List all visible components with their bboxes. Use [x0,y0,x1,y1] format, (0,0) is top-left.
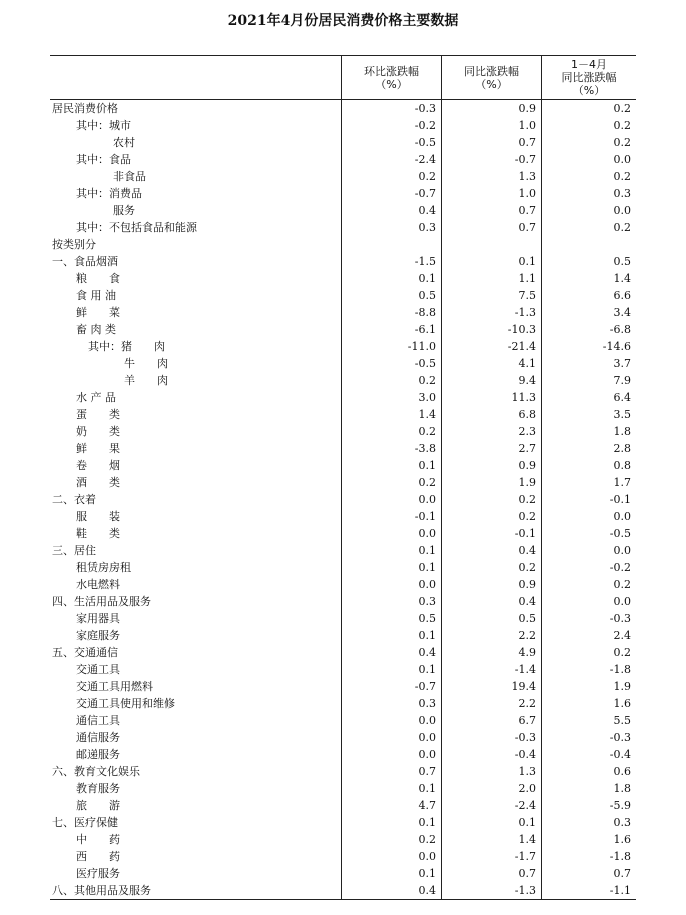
row-yoy-value: 1.0 [441,185,541,202]
table-row [50,678,636,695]
row-yoy-value: 0.2 [441,491,541,508]
row-mom-value: 0.2 [341,831,441,848]
row-label: 其中：不包括食品和能源 [76,221,197,234]
table-row [50,491,636,508]
row-ytd-value: -0.5 [541,525,636,542]
row-label: 医疗服务 [76,867,120,880]
row-ytd-value: -14.6 [541,338,636,355]
table-row [50,865,636,882]
page-title: 2021年4月份居民消费价格主要数据 [227,13,459,29]
row-yoy-value: 0.4 [441,593,541,610]
row-ytd-value: 0.0 [541,508,636,525]
row-label: 居民消费价格 [52,102,118,115]
row-yoy-value: 0.2 [441,559,541,576]
row-mom-value: 0.4 [341,882,441,899]
table-row [50,610,636,627]
table-row [50,882,636,899]
table-row [50,100,636,117]
row-mom-value: 0.1 [341,780,441,797]
row-label: 五、交通通信 [52,646,118,659]
row-yoy-value: 0.7 [441,219,541,236]
row-yoy-value: 0.1 [441,253,541,270]
header-yoy-line1: 同比涨跌幅 [464,64,519,78]
row-label: 服 装 [76,510,120,523]
table-row [50,831,636,848]
table-row [50,746,636,763]
row-label: 食 用 油 [76,289,116,302]
row-mom-value: 0.1 [341,865,441,882]
row-yoy-value: 1.4 [441,831,541,848]
table-row [50,372,636,389]
row-mom-value: 0.1 [341,814,441,831]
row-mom-value: 0.0 [341,712,441,729]
row-ytd-value: 1.8 [541,780,636,797]
row-yoy-value: 2.7 [441,440,541,457]
row-label: 邮递服务 [76,748,120,761]
row-ytd-value: 0.0 [541,593,636,610]
table-row [50,763,636,780]
header-ytd-line1: 1－4月 [571,58,607,71]
row-ytd-value: 0.6 [541,763,636,780]
row-ytd-value: 0.2 [541,576,636,593]
table-row [50,559,636,576]
table-row [50,236,636,253]
row-yoy-value: 0.9 [441,100,541,117]
table-row [50,134,636,151]
row-ytd-value: 0.2 [541,168,636,185]
row-ytd-value: 3.7 [541,355,636,372]
table-row [50,525,636,542]
table-row [50,814,636,831]
row-ytd-value: -6.8 [541,321,636,338]
header-label-cell [50,56,341,99]
row-yoy-value: 0.7 [441,134,541,151]
row-ytd-value: 0.3 [541,185,636,202]
row-ytd-value: 6.4 [541,389,636,406]
row-ytd-value: 0.2 [541,100,636,117]
row-ytd-value: 0.5 [541,253,636,270]
row-yoy-value: 11.3 [441,389,541,406]
row-mom-value: 0.2 [341,474,441,491]
row-mom-value [341,236,441,253]
row-yoy-value: 0.9 [441,457,541,474]
table-row [50,542,636,559]
header-mom-line2: （%） [375,77,408,91]
row-label: 四、生活用品及服务 [52,595,151,608]
row-mom-value: 0.0 [341,576,441,593]
row-label: 酒 类 [76,476,120,489]
row-label: 其中：消费品 [76,187,142,200]
row-yoy-value: 0.2 [441,508,541,525]
row-ytd-value: 2.4 [541,627,636,644]
row-mom-value: 0.1 [341,661,441,678]
row-mom-value: 0.2 [341,168,441,185]
row-ytd-value: -1.8 [541,661,636,678]
row-label: 粮 食 [76,272,120,285]
table-row [50,406,636,423]
row-ytd-value: 0.2 [541,134,636,151]
row-mom-value: 1.4 [341,406,441,423]
row-yoy-value: 6.7 [441,712,541,729]
row-label: 三、居住 [52,544,96,557]
row-ytd-value: 1.4 [541,270,636,287]
row-label: 交通工具使用和维修 [76,697,175,710]
row-yoy-value: -0.3 [441,729,541,746]
row-label: 鲜 果 [76,442,120,455]
row-ytd-value: 3.5 [541,406,636,423]
row-mom-value: 0.3 [341,593,441,610]
row-ytd-value: 5.5 [541,712,636,729]
table-row [50,593,636,610]
row-label: 奶 类 [76,425,120,438]
row-label: 交通工具 [76,663,120,676]
row-yoy-value: 0.5 [441,610,541,627]
table-row [50,304,636,321]
table-row [50,338,636,355]
row-ytd-value: -1.1 [541,882,636,899]
table-row [50,508,636,525]
table-row [50,576,636,593]
row-ytd-value: -0.1 [541,491,636,508]
row-label: 一、食品烟酒 [52,255,118,268]
table-row [50,780,636,797]
row-ytd-value: 1.6 [541,695,636,712]
row-ytd-value: 2.8 [541,440,636,457]
row-ytd-value: -0.3 [541,729,636,746]
table-row [50,661,636,678]
row-ytd-value: 0.0 [541,542,636,559]
row-yoy-value: 1.9 [441,474,541,491]
row-mom-value: 0.4 [341,644,441,661]
row-ytd-value: 0.2 [541,644,636,661]
table-row [50,151,636,168]
row-label: 家庭服务 [76,629,120,642]
row-ytd-value: -5.9 [541,797,636,814]
row-label: 鲜 菜 [76,306,120,319]
row-mom-value: 0.5 [341,610,441,627]
row-label: 交通工具用燃料 [76,680,153,693]
row-ytd-value: 7.9 [541,372,636,389]
row-label: 教育服务 [76,782,120,795]
table-row [50,117,636,134]
table-row [50,695,636,712]
row-mom-value: 0.0 [341,525,441,542]
row-label: 水电燃料 [76,578,120,591]
row-label: 农村 [113,136,135,149]
header-yoy-line2: （%） [475,77,508,91]
row-yoy-value: -0.7 [441,151,541,168]
row-yoy-value: -1.3 [441,882,541,899]
row-yoy-value: -21.4 [441,338,541,355]
row-ytd-value: 0.2 [541,117,636,134]
row-mom-value: -8.8 [341,304,441,321]
row-yoy-value: 2.0 [441,780,541,797]
row-mom-value: -0.7 [341,678,441,695]
table-row [50,848,636,865]
row-ytd-value: 1.9 [541,678,636,695]
table-row [50,627,636,644]
table-row [50,253,636,270]
header-ytd-line3: （%） [572,84,606,97]
row-yoy-value: 1.3 [441,763,541,780]
row-ytd-value: 0.0 [541,202,636,219]
row-label: 二、衣着 [52,493,96,506]
row-ytd-value: 1.8 [541,423,636,440]
row-mom-value: 0.1 [341,457,441,474]
row-ytd-value: -0.3 [541,610,636,627]
table-header [50,56,636,100]
row-ytd-value: 3.4 [541,304,636,321]
row-ytd-value: 0.3 [541,814,636,831]
row-yoy-value: -10.3 [441,321,541,338]
row-ytd-value: 1.7 [541,474,636,491]
table-row [50,287,636,304]
row-label: 蛋 类 [76,408,120,421]
row-yoy-value: 0.4 [441,542,541,559]
row-label: 卷 烟 [76,459,120,472]
row-ytd-value: 0.0 [541,151,636,168]
row-yoy-value: -1.7 [441,848,541,865]
row-label: 中 药 [76,833,120,846]
row-yoy-value: 2.2 [441,627,541,644]
row-mom-value: 0.1 [341,270,441,287]
row-yoy-value: 2.2 [441,695,541,712]
row-mom-value: 0.4 [341,202,441,219]
row-yoy-value: -1.3 [441,304,541,321]
header-ytd [541,56,636,99]
row-label: 八、其他用品及服务 [52,884,151,897]
row-yoy-value: -2.4 [441,797,541,814]
row-ytd-value: 0.7 [541,865,636,882]
table-row [50,202,636,219]
row-label: 租赁房房租 [76,561,131,574]
row-yoy-value: -1.4 [441,661,541,678]
table-row [50,355,636,372]
row-label: 按类别分 [52,238,96,251]
row-label: 通信工具 [76,714,120,727]
row-ytd-value: 1.6 [541,831,636,848]
row-yoy-value: 0.7 [441,865,541,882]
row-yoy-value: 7.5 [441,287,541,304]
row-mom-value: -1.5 [341,253,441,270]
table-row [50,440,636,457]
row-mom-value: 0.1 [341,627,441,644]
row-label: 水 产 品 [76,391,116,404]
table-body [50,100,636,899]
table-row [50,270,636,287]
row-label: 其中：猪 肉 [88,340,165,353]
row-yoy-value: -0.1 [441,525,541,542]
row-label: 服务 [113,204,135,217]
row-mom-value: 0.0 [341,491,441,508]
header-yoy [441,56,541,99]
row-label: 其中：城市 [76,119,131,132]
row-yoy-value: 0.7 [441,202,541,219]
row-mom-value: 0.7 [341,763,441,780]
row-yoy-value: 4.9 [441,644,541,661]
row-ytd-value: -0.4 [541,746,636,763]
row-mom-value: -3.8 [341,440,441,457]
row-mom-value: 0.1 [341,542,441,559]
table-row [50,729,636,746]
table-row [50,644,636,661]
row-mom-value: 0.1 [341,559,441,576]
row-label: 家用器具 [76,612,120,625]
row-mom-value: 0.0 [341,729,441,746]
row-label: 七、医疗保健 [52,816,118,829]
row-mom-value: 4.7 [341,797,441,814]
row-mom-value: -6.1 [341,321,441,338]
row-mom-value: -0.7 [341,185,441,202]
row-yoy-value: 19.4 [441,678,541,695]
row-yoy-value: 2.3 [441,423,541,440]
row-label: 旅 游 [76,799,120,812]
row-ytd-value: -1.8 [541,848,636,865]
row-yoy-value: 4.1 [441,355,541,372]
table-row [50,797,636,814]
row-mom-value: 0.3 [341,695,441,712]
row-label: 西 药 [76,850,120,863]
row-mom-value: -0.5 [341,355,441,372]
row-yoy-value: 0.9 [441,576,541,593]
row-label: 畜 肉 类 [76,323,116,336]
row-yoy-value: 0.1 [441,814,541,831]
table-row [50,168,636,185]
row-label: 牛 肉 [124,357,168,370]
row-label: 鞋 类 [76,527,120,540]
row-mom-value: -2.4 [341,151,441,168]
row-label: 六、教育文化娱乐 [52,765,140,778]
row-mom-value: -0.3 [341,100,441,117]
row-yoy-value: 1.0 [441,117,541,134]
table-row [50,474,636,491]
row-mom-value: 0.0 [341,848,441,865]
row-yoy-value: 9.4 [441,372,541,389]
row-mom-value: 3.0 [341,389,441,406]
header-mom-line1: 环比涨跌幅 [364,64,419,78]
row-mom-value: 0.0 [341,746,441,763]
cpi-table [50,55,636,900]
row-label: 非食品 [113,170,146,183]
table-row [50,321,636,338]
row-mom-value: 0.2 [341,372,441,389]
row-mom-value: 0.2 [341,423,441,440]
row-yoy-value: 1.3 [441,168,541,185]
table-row [50,389,636,406]
table-row [50,423,636,440]
row-mom-value: -0.2 [341,117,441,134]
table-row [50,185,636,202]
header-ytd-line2: 同比涨跌幅 [561,71,617,84]
row-yoy-value: 1.1 [441,270,541,287]
row-mom-value: 0.3 [341,219,441,236]
row-yoy-value: 6.8 [441,406,541,423]
table-row [50,712,636,729]
row-label: 羊 肉 [124,374,168,387]
row-ytd-value [541,236,636,253]
row-label: 通信服务 [76,731,120,744]
row-ytd-value: -0.2 [541,559,636,576]
row-yoy-value [441,236,541,253]
row-ytd-value: 0.8 [541,457,636,474]
row-mom-value: -0.5 [341,134,441,151]
row-mom-value: 0.5 [341,287,441,304]
header-mom [341,56,441,99]
row-label: 其中：食品 [76,153,131,166]
row-ytd-value: 0.2 [541,219,636,236]
row-mom-value: -11.0 [341,338,441,355]
row-ytd-value: 6.6 [541,287,636,304]
table-row [50,457,636,474]
row-yoy-value: -0.4 [441,746,541,763]
table-row [50,219,636,236]
row-mom-value: -0.1 [341,508,441,525]
